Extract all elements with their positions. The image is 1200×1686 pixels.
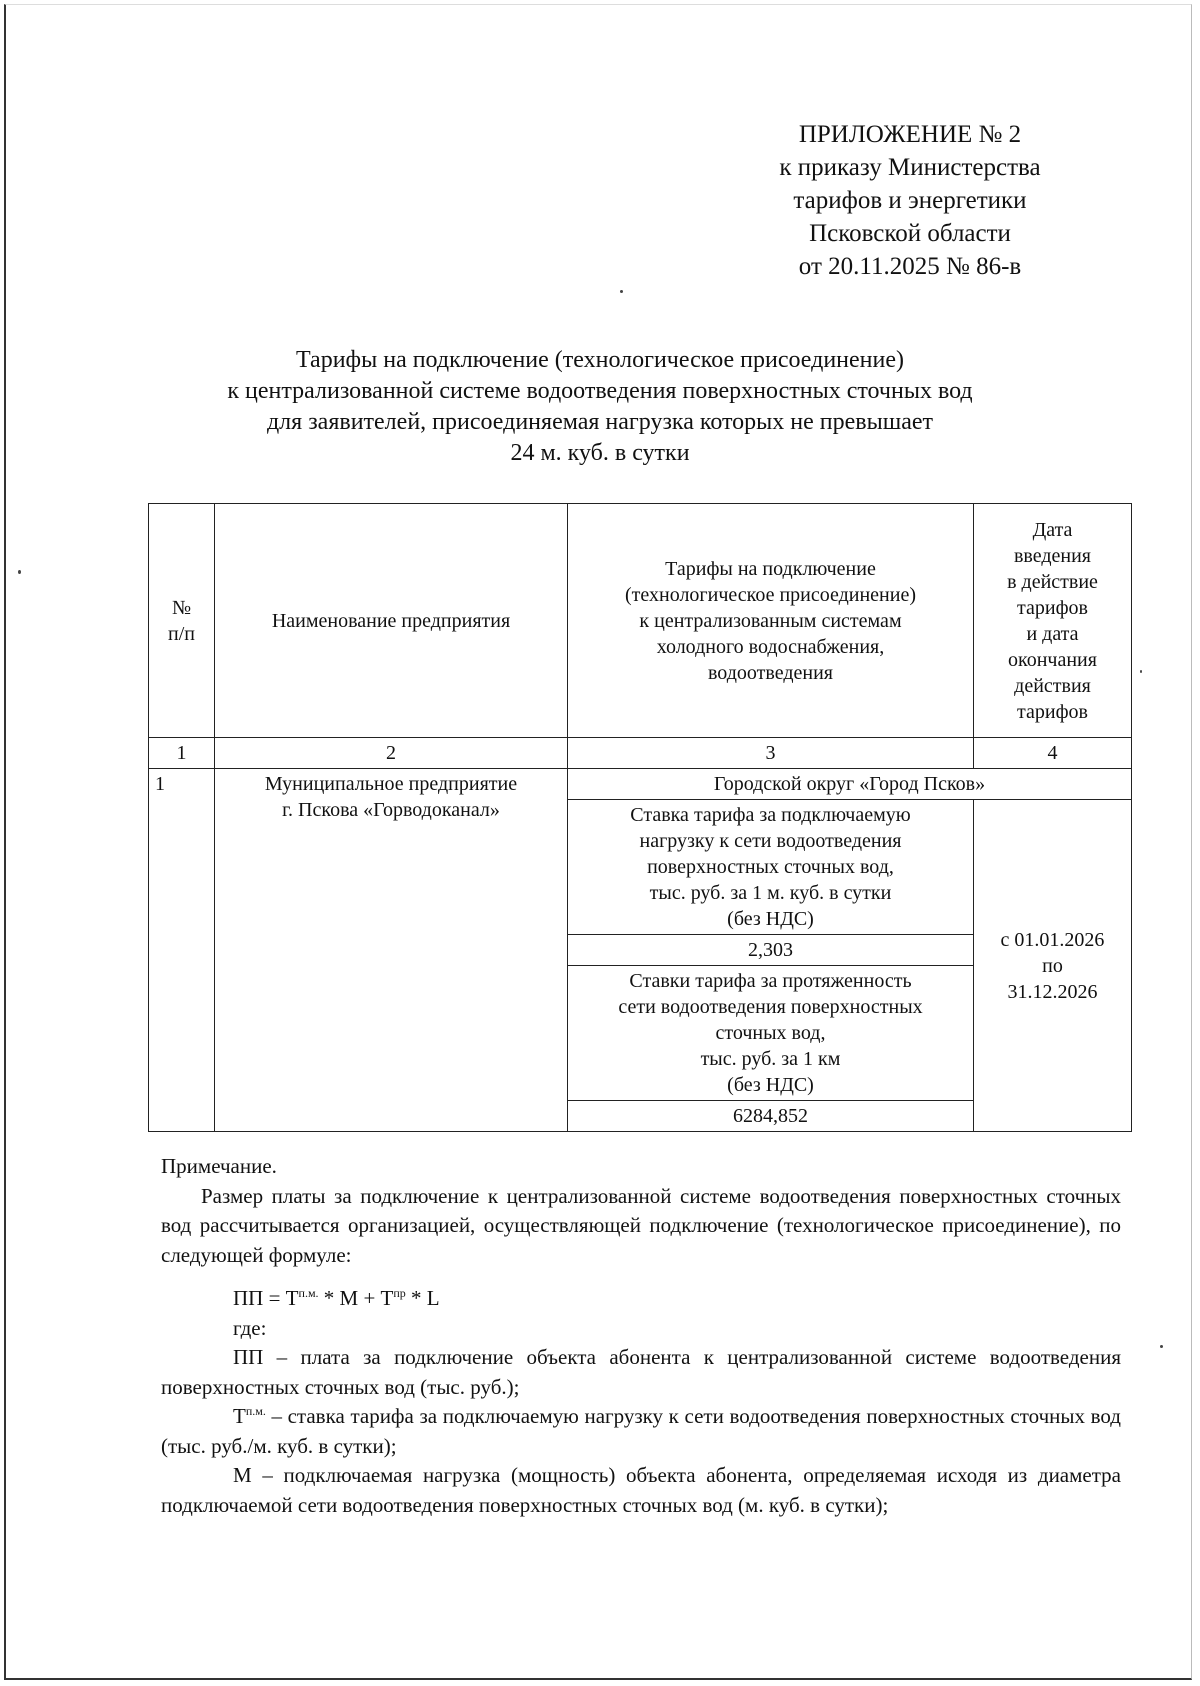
load-rate-line: поверхностных сточных вод, <box>647 856 894 878</box>
row-number: 1 <box>149 769 215 1132</box>
period-line: по <box>1042 954 1063 977</box>
definition-t <box>161 1402 1121 1461</box>
header-tariffs-line: к централизованным системам <box>639 609 902 632</box>
header-dates-line: Дата <box>1032 518 1073 541</box>
appendix-region: Псковской области <box>809 220 1011 247</box>
definition-m: М – подключаемая нагрузка (мощность) объекта абонента, определяемая исходя из диаметра подключаемой сети водоотведения поверхностных сточных вод (м. куб. в сутки); <box>161 1463 1121 1517</box>
length-rate-label <box>568 966 974 1101</box>
title-line-4: 24 м. куб. в сутки <box>510 440 690 466</box>
load-rate-line: тыс. руб. за 1 м. куб. в сутки <box>649 882 892 904</box>
title-line-2: к централизованной системе водоотведения поверхностных сточных вод <box>227 378 973 404</box>
header-dates-line: в действие <box>1007 570 1098 593</box>
title-line-1: Тарифы на подключение (технологическое присоединение) <box>295 347 905 373</box>
load-rate-value: 2,303 <box>568 935 974 966</box>
load-rate-line: Ставка тарифа за подключаемую <box>630 804 911 826</box>
period-line: с 01.01.2026 <box>1000 928 1105 951</box>
tariffs-table <box>148 503 1132 1132</box>
appendix-date: от 20.11.2025 № 86-в <box>798 253 1022 280</box>
district-name: Городской округ «Город Псков» <box>568 769 1132 800</box>
notes-intro: Размер платы за подключение к централизованной системе водоотведения поверхностных сточных вод рассчитывается организацией, осуществляющей подключение (технологическое присоединение), по следующей формуле: <box>161 1183 1121 1267</box>
header-tariffs-line: холодного водоснабжения, <box>656 635 885 658</box>
column-number: 2 <box>215 738 568 769</box>
formula-part: * М + Т <box>318 1286 394 1310</box>
enterprise-name <box>215 769 568 1132</box>
header-tariffs-line: Тарифы на подключение <box>665 557 876 580</box>
load-rate-line: (без НДС) <box>727 908 814 930</box>
appendix-ministry: тарифов и энергетики <box>793 187 1027 214</box>
header-dates <box>974 504 1132 738</box>
table-header-row <box>149 504 1132 738</box>
formula-sup: пр <box>393 1286 406 1300</box>
header-dates-line: тарифов <box>1017 596 1088 619</box>
notes-gap <box>161 1270 1121 1284</box>
length-rate-line: Ставки тарифа за протяженность <box>629 970 912 992</box>
header-dates-line: тарифов <box>1017 700 1088 723</box>
scan-speck <box>18 570 21 574</box>
notes-section <box>161 1152 1121 1520</box>
period-line: 31.12.2026 <box>1007 980 1098 1003</box>
formula-part: ПП = Т <box>233 1286 299 1310</box>
where-label: где: <box>233 1315 267 1340</box>
appendix-header <box>700 118 1120 283</box>
length-rate-line: (без НДС) <box>727 1074 814 1096</box>
header-dates-line: и дата <box>1026 622 1079 645</box>
formula-part: * L <box>405 1286 440 1310</box>
header-tariffs-line: водоотведения <box>708 661 833 684</box>
header-dates-line: окончания <box>1008 648 1097 671</box>
header-dates-line: введения <box>1013 544 1092 567</box>
header-tariffs <box>568 504 974 738</box>
load-rate-label <box>568 800 974 935</box>
document-title <box>140 345 1060 469</box>
enterprise-line: г. Пскова «Горводоканал» <box>282 799 500 821</box>
table-row <box>149 769 1132 800</box>
header-num-line: № <box>171 596 192 619</box>
header-tariffs-line: (технологическое присоединение) <box>624 583 916 606</box>
scan-speck <box>620 290 623 293</box>
notes-heading: Примечание. <box>161 1154 277 1178</box>
length-rate-line: тыс. руб. за 1 км <box>700 1048 841 1070</box>
enterprise-line: Муниципальное предприятие <box>264 773 518 795</box>
column-number: 1 <box>149 738 215 769</box>
column-number: 4 <box>974 738 1132 769</box>
header-num <box>149 504 215 738</box>
header-enterprise: Наименование предприятия <box>215 504 568 738</box>
definition-pp: ПП – плата за подключение объекта абонента к централизованной системе водоотведения поверхностных сточных вод (тыс. руб.); <box>161 1345 1121 1399</box>
def-t-sup: п.м. <box>245 1404 266 1418</box>
header-num-line: п/п <box>168 622 195 645</box>
length-rate-line: сточных вод, <box>715 1022 826 1044</box>
appendix-order-ref: к приказу Министерства <box>779 154 1041 181</box>
formula-sup: п.м. <box>298 1286 319 1300</box>
scan-speck <box>1140 670 1142 673</box>
validity-period <box>974 800 1132 1132</box>
length-rate-line: сети водоотведения поверхностных <box>618 996 923 1018</box>
column-number: 3 <box>568 738 974 769</box>
load-rate-line: нагрузку к сети водоотведения <box>639 830 902 852</box>
appendix-title: ПРИЛОЖЕНИЕ № 2 <box>798 121 1022 148</box>
length-rate-value: 6284,852 <box>568 1101 974 1132</box>
column-number-row <box>149 738 1132 769</box>
scan-speck <box>1160 1345 1163 1348</box>
def-t-symbol: Т <box>233 1404 246 1428</box>
title-line-3: для заявителей, присоединяемая нагрузка которых не превышает <box>266 409 934 435</box>
formula <box>161 1284 1121 1314</box>
header-dates-line: действия <box>1014 674 1091 697</box>
def-t-text: – ставка тарифа за подключаемую нагрузку к сети водоотведения поверхностных сточных вод (тыс. руб./м. куб. в сутки); <box>161 1404 1121 1458</box>
